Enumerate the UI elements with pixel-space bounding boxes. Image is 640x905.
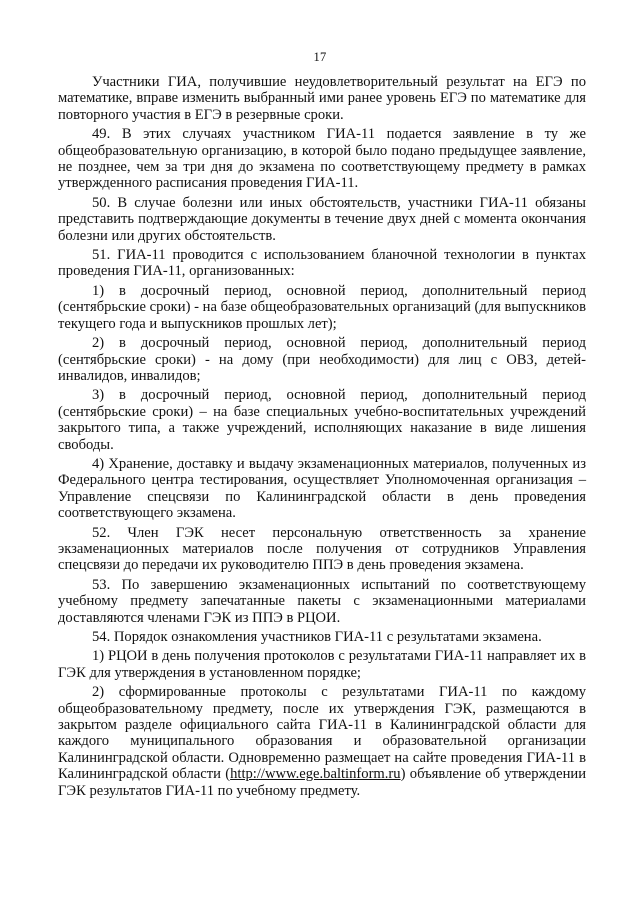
paragraph-54-item-2 (58, 684, 586, 799)
paragraph-51-item-4: 4) Хранение, доставку и выдачу экзаменационных материалов, полученных из Федерального центра тестирования, осуществляет Уполномоченная организация – Управление спецсвязи по Калининградской области в день проведения соответствующего экзамена. (58, 455, 586, 522)
paragraph-52: 52. Член ГЭК несет персональную ответственность за хранение экзаменационных материалов после получения от сотрудников Управления спецсвязи до передачи их руководителю ППЭ в день проведения экзамена. (58, 524, 586, 574)
document-body (58, 74, 586, 802)
paragraph-54-item-2-tail: ) объявление об утверждении ГЭК результатов ГИА-11 по учебному предмету. (58, 766, 586, 799)
paragraph-51-item-1: 1) в досрочный период, основной период, дополнительный период (сентябрьские сроки) - на базе общеобразовательных организаций (для выпускников текущего года и выпускников прошлых лет); (58, 282, 586, 332)
paragraph-50: 50. В случае болезни или иных обстоятельств, участники ГИА-11 обязаны представить подтверждающие документы в течение двух дней с момента окончания болезни или других обстоятельств. (58, 194, 586, 244)
paragraph-retake-note: Участники ГИА, получившие неудовлетворительный результат на ЕГЭ по математике, вправе изменить выбранный ими ранее уровень ЕГЭ по математике для повторного участия в ЕГЭ в резервные сроки. (58, 74, 586, 123)
paragraph-51: 51. ГИА-11 проводится с использованием бланочной технологии в пунктах проведения ГИА-11, организованных: (58, 247, 586, 280)
paragraph-54-item-2-text: 2) сформированные протоколы с результатами ГИА-11 по каждому общеобразовательному предмету, после их утверждения ГЭК, размещаются в закрытом разделе официального сайта ГИА-11 в Калининградской области для каждого муниципального образования и образовательной организации Калининградской области. Одновременно размещает на сайте проведения ГИА-11 в Калининградской области ( (58, 684, 586, 783)
page-number: 17 (313, 50, 327, 64)
paragraph-54: 54. Порядок ознакомления участников ГИА-11 с результатами экзамена. (92, 629, 542, 645)
paragraph-51-item-3: 3) в досрочный период, основной период, дополнительный период (сентябрьские сроки) – на базе специальных учебно-воспитательных учреждений закрытого типа, а также учреждений, исполняющих наказание в виде лишения свободы. (58, 387, 586, 453)
paragraph-51-item-2: 2) в досрочный период, основной период, дополнительный период (сентябрьские сроки) - на дому (при необходимости) для лиц с ОВЗ, детей-инвалидов, инвалидов; (58, 335, 586, 384)
site-link[interactable]: http://www.ege.baltinform.ru (230, 766, 401, 783)
paragraph-49: 49. В этих случаях участником ГИА-11 подается заявление в ту же общеобразовательную организацию, в которой было подано предыдущее заявление, не позднее, чем за три дня до экзамена по соответствующему предмету в рамках утвержденного расписания проведения ГИА-11. (58, 126, 586, 192)
paragraph-54-item-1: 1) РЦОИ в день получения протоколов с результатами ГИА-11 направляет их в ГЭК для утверждения в установленном порядке; (58, 648, 586, 681)
paragraph-53: 53. По завершению экзаменационных испытаний по соответствующему учебному предмету запечатанные пакеты с экзаменационными материалами доставляются членами ГЭК из ППЭ в РЦОИ. (58, 576, 586, 626)
